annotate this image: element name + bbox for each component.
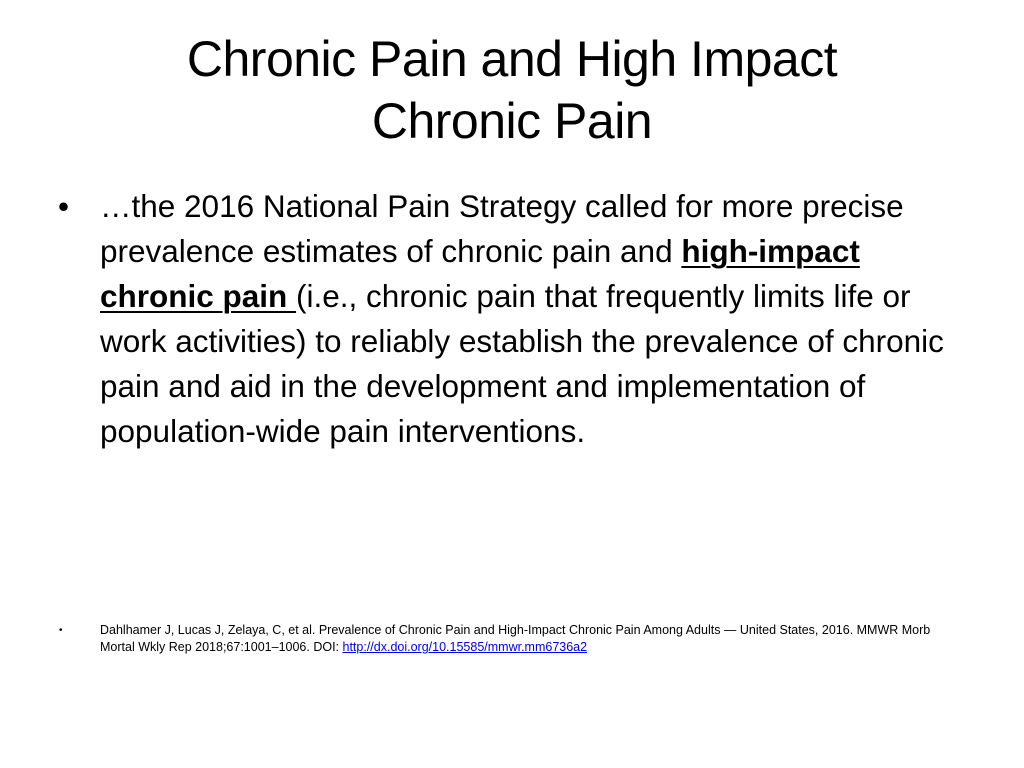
doi-link[interactable]: http://dx.doi.org/10.15585/mmwr.mm6736a2 — [342, 640, 588, 654]
title-line-2: Chronic Pain — [371, 93, 653, 149]
title-line-1: Chronic Pain and High Impact — [186, 31, 838, 87]
slide-title — [60, 28, 964, 152]
reference-list — [58, 622, 958, 656]
reference-citation-text: Dahlhamer J, Lucas J, Zelaya, C, et al. Prevalence of Chronic Pain and High-Impact Chronic Pain Among Adults — United States, 2016. MMWR Morb Mortal Wkly Rep 2018;67:1001–1006. DOI: — [100, 623, 931, 654]
reference-bullet-marker: • — [59, 625, 63, 636]
body-bullet-list — [58, 184, 968, 454]
bullet-emphasis-term: high-impact chronic pain — [100, 233, 860, 314]
bullet-text-after: (i.e., chronic pain that frequently limits life or work activities) to reliably establish the prevalence of chronic pain and aid in the development and implementation of population-wide pain interventions. — [100, 278, 944, 449]
main-bullet — [58, 184, 968, 454]
bullet-text-before: …the 2016 National Pain Strategy called for more precise prevalence estimates of chronic pain and — [100, 188, 904, 269]
bullet-marker: • — [58, 188, 70, 224]
reference-item — [58, 622, 958, 656]
